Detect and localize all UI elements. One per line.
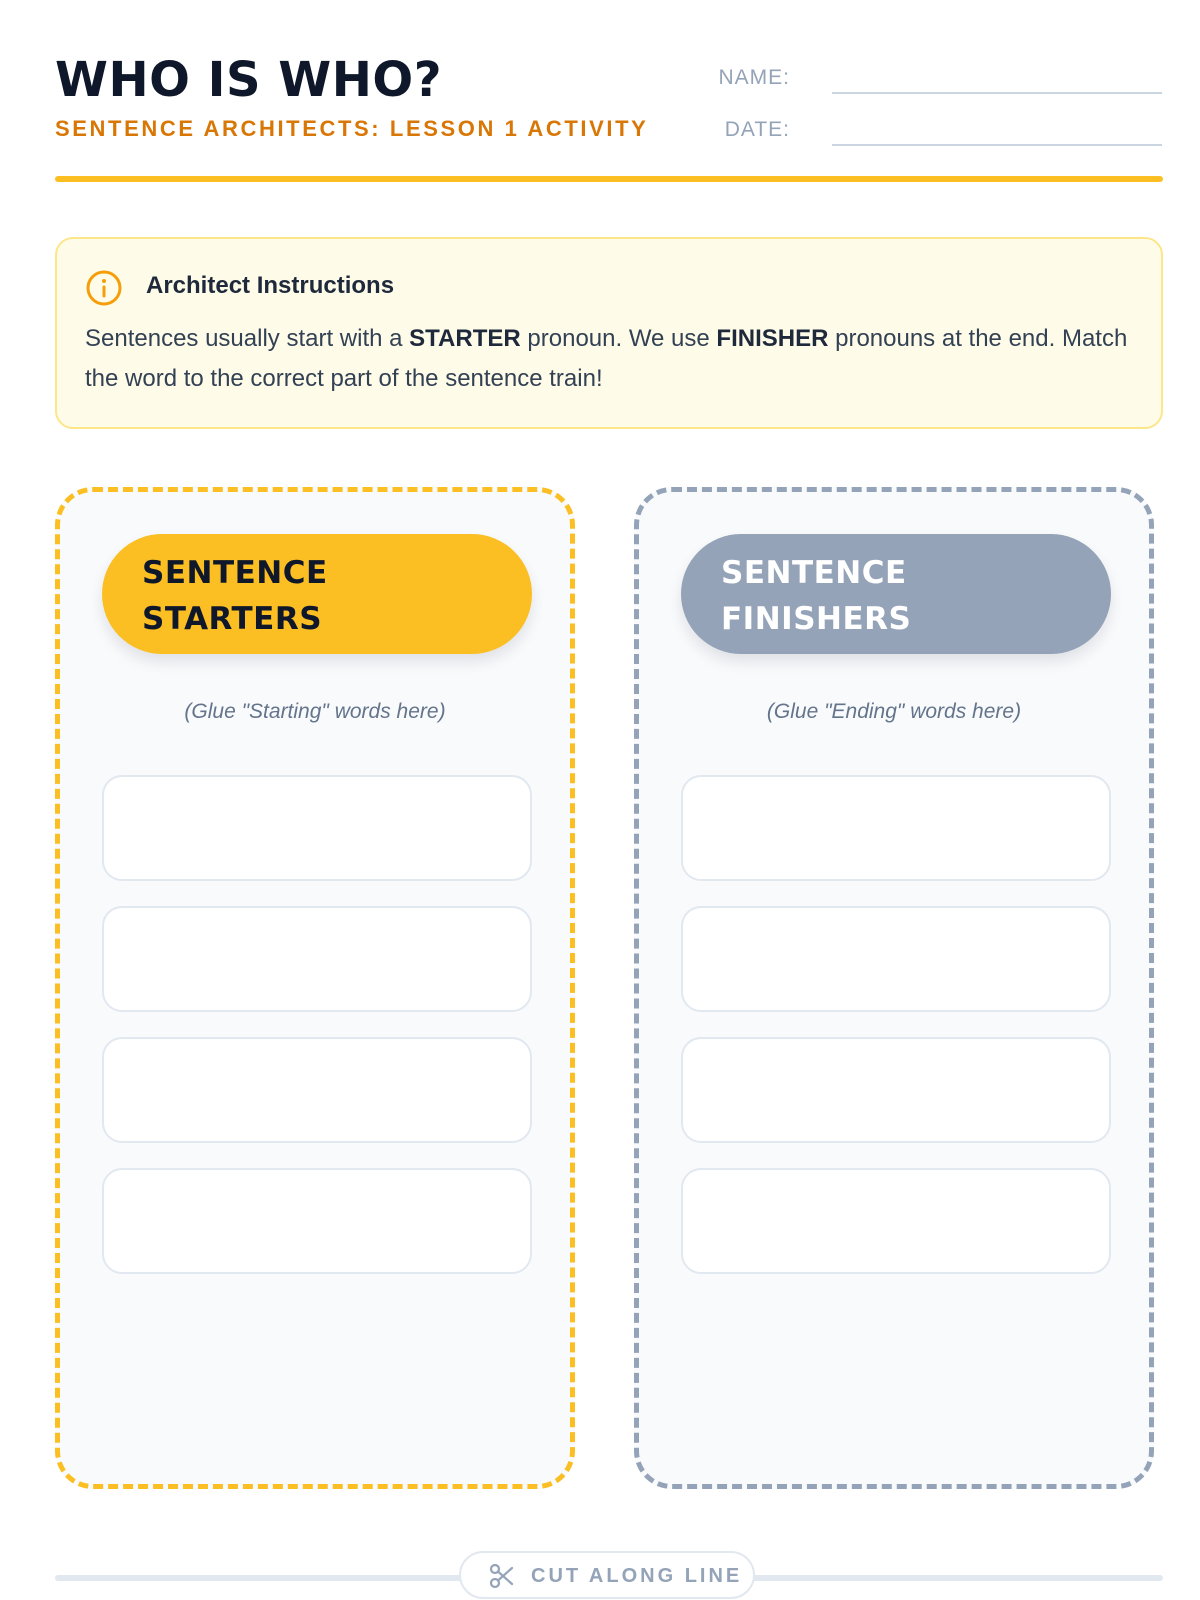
scissors-icon	[489, 1563, 515, 1589]
starters-title-line-2: STARTERS	[142, 601, 323, 637]
instructions-text-3: pronouns at the end. Match the word to the correct part of the sentence train!	[85, 325, 1128, 392]
name-field[interactable]	[700, 58, 1162, 98]
starter-glue-slot[interactable]	[102, 775, 532, 881]
finisher-glue-slot[interactable]	[681, 906, 1111, 1012]
date-write-line[interactable]	[832, 144, 1162, 146]
finisher-glue-slot[interactable]	[681, 1168, 1111, 1274]
instructions-starter-keyword: STARTER	[409, 325, 521, 352]
instructions-text-2: pronoun. We use	[520, 325, 717, 352]
instructions-finisher-keyword: FINISHER	[716, 325, 829, 352]
name-write-line[interactable]	[832, 92, 1162, 94]
finishers-title-line-2: FINISHERS	[721, 601, 912, 637]
starters-title-line-1: SENTENCE	[142, 555, 328, 591]
finisher-glue-slot[interactable]	[681, 775, 1111, 881]
instructions-title: Architect Instructions	[146, 272, 395, 299]
starters-glue-hint: (Glue "Starting" words here)	[184, 700, 446, 723]
finishers-title-line-1: SENTENCE	[721, 555, 907, 591]
finisher-glue-slot[interactable]	[681, 1037, 1111, 1143]
finishers-column	[634, 487, 1154, 1489]
finishers-glue-hint: (Glue "Ending" words here)	[766, 700, 1022, 723]
instructions-box	[55, 237, 1163, 429]
starter-glue-slot[interactable]	[102, 906, 532, 1012]
instructions-text-1: Sentences usually start with a	[85, 325, 410, 352]
header-divider	[55, 176, 1163, 182]
starters-column	[55, 487, 575, 1489]
info-icon	[85, 269, 123, 307]
page-title: WHO IS WHO?	[55, 52, 443, 108]
cut-along-line-badge	[459, 1551, 755, 1599]
date-field[interactable]	[700, 110, 1162, 150]
page-subtitle: SENTENCE ARCHITECTS: LESSON 1 ACTIVITY	[55, 116, 649, 141]
starters-header-pill	[102, 534, 532, 654]
starter-glue-slot[interactable]	[102, 1037, 532, 1143]
date-label: DATE:	[724, 118, 790, 141]
instructions-body	[85, 319, 1145, 399]
name-label: NAME:	[718, 66, 790, 89]
finishers-header-pill	[681, 534, 1111, 654]
cut-along-line-label: CUT ALONG LINE	[531, 1565, 743, 1587]
starter-glue-slot[interactable]	[102, 1168, 532, 1274]
